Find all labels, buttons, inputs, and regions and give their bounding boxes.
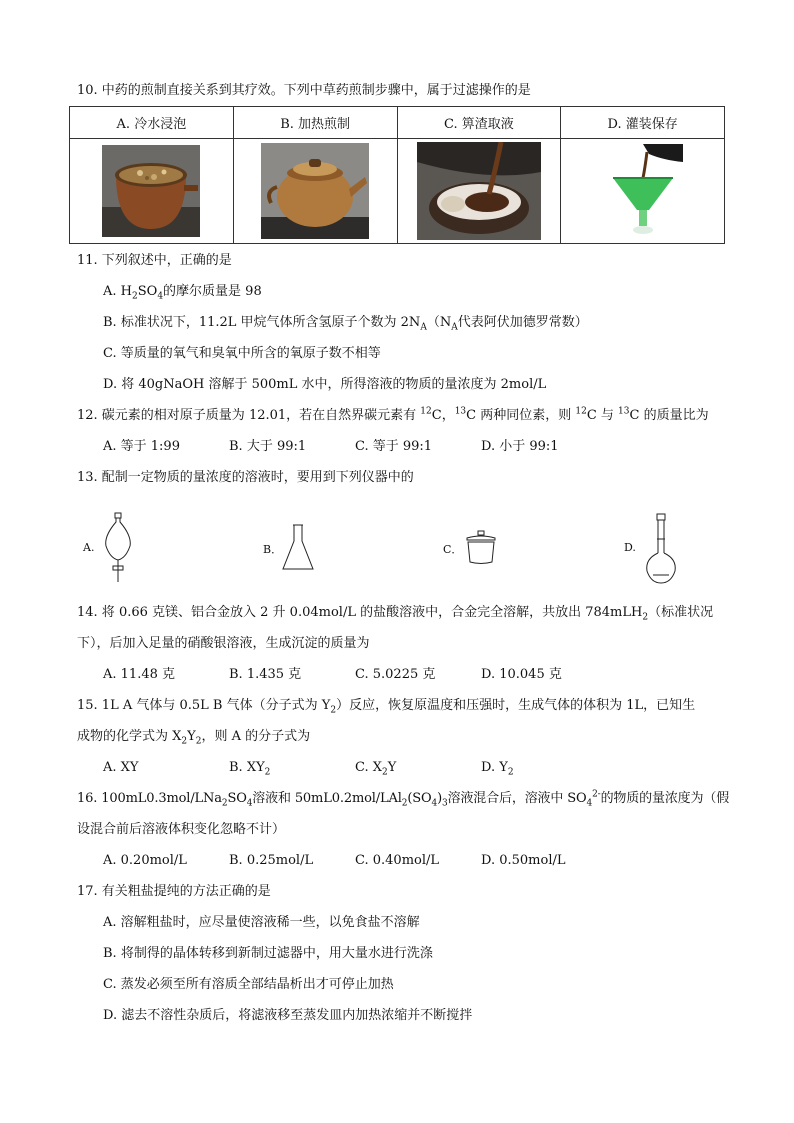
q11-option-b: B. 标准状况下，11.2L 甲烷气体所含氢原子个数为 $2N_A(N_A$代表阿伏加德罗常数） <box>103 315 588 333</box>
q16-option-a: A. 0.20mol/L <box>103 853 187 868</box>
q10-table <box>69 106 725 244</box>
q17-stem: 17. 有关粗盐提纯的方法正确的是 <box>77 884 271 899</box>
q11-option-c: C. 等质量的氧气和臭氧中所含的氧原子数不相等 <box>103 346 381 361</box>
q11-stem: 11. 下列叙述中，正确的是 <box>77 253 232 268</box>
q14-option-c: C. 5.0225 克 <box>355 667 436 682</box>
q10-option-b: B. 加热煎制 <box>233 107 397 139</box>
q12-option-d: D. 小于 99:1 <box>481 439 559 454</box>
q15-stem-line2: 成物的化学式为 $X_2Y_2$，则 A 的分子式为 <box>77 729 311 747</box>
volumetric-flask-icon <box>643 513 679 589</box>
q15-option-a: A. XY <box>103 760 139 775</box>
straining-liquid-photo <box>417 142 541 240</box>
q17-option-a: A. 溶解粗盐时，应尽量使溶液稀一些，以免食盐不溶解 <box>103 915 420 930</box>
q15-option-d: D. $Y_2$ <box>481 760 514 778</box>
q10-option-c: C. 箅渣取液 <box>397 107 561 139</box>
q15-option-c: C. $X_2Y$ <box>355 760 397 778</box>
q12-stem: 12. 碳元素的相对原子质量为 12.01，若在自然界碳元素有 $^{12}$C，$^{13}$C 两种同位素，则 $^{12}$C 与 $^{13}$C 的质量比为 <box>77 406 709 423</box>
funnel-bottling-photo <box>603 144 683 238</box>
q13-stem: 13. 配制一定物质的量浓度的溶液时，要用到下列仪器中的 <box>77 470 414 485</box>
q10-stem: 10. 中药的煎制直接关系到其疗效。下列中草药煎制步骤中，属于过滤操作的是 <box>77 83 531 98</box>
q17-option-d: D. 滤去不溶性杂质后，将滤液移至蒸发皿内加热浓缩并不断搅拌 <box>103 1008 473 1023</box>
erlenmeyer-flask-icon <box>280 523 316 577</box>
q13-label-c: C． <box>443 543 463 556</box>
soaking-herbs-photo <box>102 145 200 237</box>
decocting-pot-photo <box>261 143 369 239</box>
q13-label-d: D. <box>624 541 636 554</box>
q15-stem-line1: 15. 1L A 气体与 0.5L B 气体（分子式为 $Y_2$）反应，恢复原温度和压强时，生成气体的体积为 1L，已知生 <box>77 698 696 716</box>
q14-option-a: A. 11.48 克 <box>103 667 176 682</box>
q10-option-a: A. 冷水浸泡 <box>70 107 234 139</box>
q16-option-c: C. 0.40mol/L <box>355 853 440 868</box>
q14-stem-line2: 下），后加入足量的硝酸银溶液，生成沉淀的质量为 <box>77 636 370 651</box>
q12-option-c: C. 等于 99:1 <box>355 439 433 454</box>
q10-option-d: D. 灌装保存 <box>561 107 725 139</box>
q11-option-d: D. 将 40gNaOH 溶解于 500mL 水中，所得溶液的物质的量浓度为 2mol/L <box>103 377 547 392</box>
q11-option-a: A. $H_2SO_4$的摩尔质量是 98 <box>103 284 262 302</box>
q16-option-b: B. 0.25mol/L <box>229 853 314 868</box>
q17-option-c: C. 蒸发必须至所有溶质全部结晶析出才可停止加热 <box>103 977 394 992</box>
q13-label-a: A. <box>83 541 95 554</box>
q14-option-b: B. 1.435 克 <box>229 667 302 682</box>
q16-stem-line2: 设混合前后溶液体积变化忽略不计） <box>77 822 286 837</box>
q14-stem-line1: 14. 将 0.66 克镁、铝合金放入 2 升 0.04mol/L 的盐酸溶液中，合金完全溶解，共放出 784mLH$_2$（标准状况 <box>77 605 714 623</box>
q13-label-b: B． <box>263 543 283 556</box>
q12-option-b: B. 大于 99:1 <box>229 439 307 454</box>
q12-option-a: A. 等于 1:99 <box>103 439 180 454</box>
crucible-icon <box>463 530 499 570</box>
separatory-funnel-icon <box>100 512 136 588</box>
q14-option-d: D. 10.045 克 <box>481 667 562 682</box>
q15-option-b: B. $XY_2$ <box>229 760 271 778</box>
q16-option-d: D. 0.50mol/L <box>481 853 566 868</box>
q17-option-b: B. 将制得的晶体转移到新制过滤器中，用大量水进行洗涤 <box>103 946 433 961</box>
q16-stem-line1: 16. $100mL0.3mol/LNa_2SO_4$溶液和 $50mL0.2mol/LAl_2(SO_4)_3$溶液混合后，溶液中 $SO_4^{2-}$的物质的量浓度为（假 <box>77 789 730 809</box>
